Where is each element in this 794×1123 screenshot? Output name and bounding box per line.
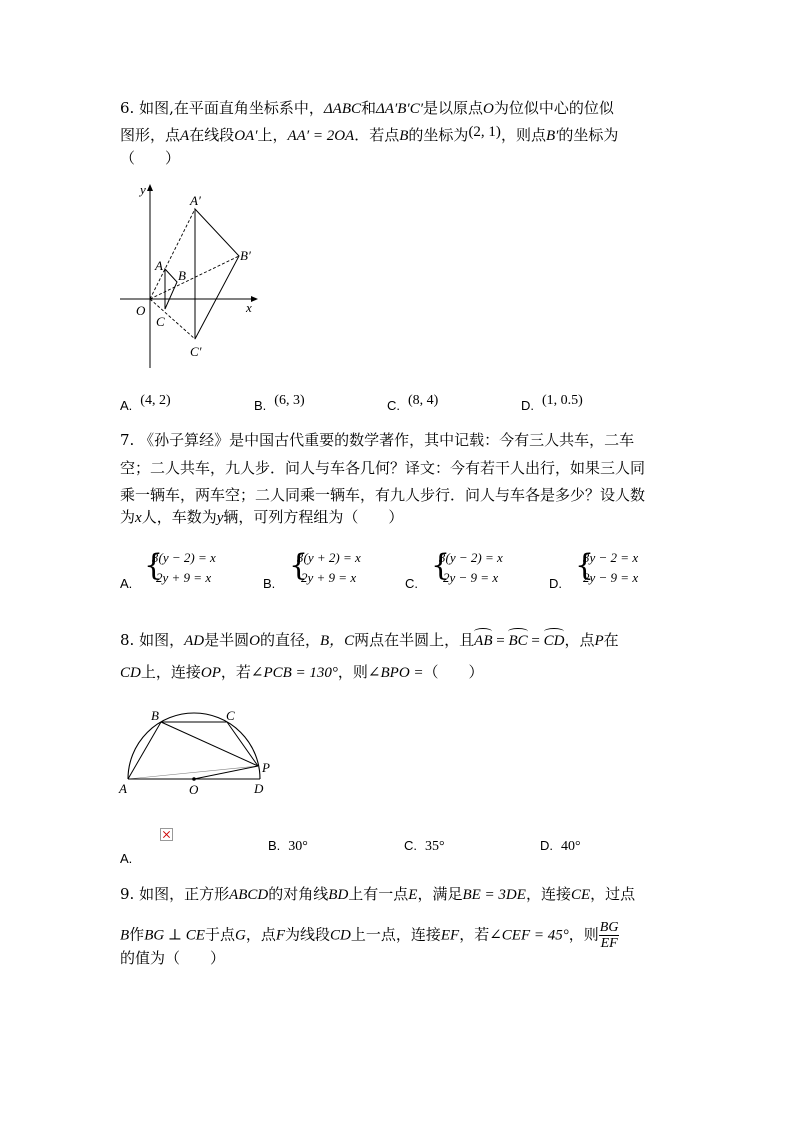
x-axis-arrow [251,296,258,302]
label-a: A [119,781,127,796]
segment-op [194,766,258,779]
label-d: D [254,781,264,796]
q7-option-d[interactable]: D. { 3y − 2 = x 2y − 9 = x [549,548,639,591]
q7-line3: 乘一辆车，两车空；二人同乘一辆车，有九人步行．问人与车各是多少？设人数 [120,486,646,504]
label-o: O [136,303,146,318]
label-b2: B′ [240,248,251,263]
center-point [192,777,196,781]
label-p: P [262,760,270,775]
q8-option-a[interactable]: A. [120,836,173,853]
q7-option-c[interactable]: C. { 3(y − 2) = x 2y − 9 = x [405,548,503,591]
label-y: y [140,182,146,197]
ray-oa [150,209,195,299]
broken-image-icon [160,828,173,841]
q7-line4: 为x人，车数为y辆，可列方程组为（ ） [120,508,404,526]
chord-ap [128,766,258,779]
q6-figure [118,178,268,373]
q8-option-b[interactable]: B. 30° [268,838,308,854]
brace-icon: { [431,548,451,583]
q9-line3: 的值为（ ） [120,949,226,967]
q6-option-d[interactable]: D. (1, 0.5) [521,393,583,413]
chord-bp [161,722,258,766]
q6-option-b[interactable]: B. (6, 3) [254,393,305,413]
q7-options [0,548,794,598]
q8-option-c[interactable]: C. 35° [404,838,445,854]
brace-icon: { [144,548,164,583]
q6-option-c[interactable]: C. (8, 4) [387,393,439,413]
q6-answer-paren: （ ） [120,149,181,167]
q9-line1: 9. 如图，正方形ABCD的对角线BD上有一点E，满足BE = 3DE，连接CE，过点 [120,885,636,903]
q6-line1: 6. 如图,在平面直角坐标系中，ΔABC和ΔA′B′C′是以原点O为位似中心的位似 [120,99,614,117]
q9-line2: B作BG ⊥ CE于点G，点F为线段CD上一点，连接EF，若∠CEF = 45°，则 $\frac{BG}{EF}$ [120,920,619,951]
label-o: O [189,782,199,797]
label-b: B [178,268,186,283]
q6-option-a[interactable]: A. (4, 2) [120,393,171,413]
q8-figure [115,700,285,800]
label-a2: A′ [190,193,201,208]
triangle-abc [165,269,177,309]
q8-line2: CD上，连接OP，若∠PCB = 130°，则∠BPO =（ ） [120,663,484,681]
semicircle-arc [128,713,260,779]
q6-line2: 图形，点A在线段OA′上，AA′ = 2OA．若点B的坐标为(2, 1)，则点B′的坐标为 [120,124,619,144]
brace-icon: { [575,548,595,583]
chord-ab [128,722,161,779]
label-c: C [226,708,235,723]
label-x: x [246,300,252,315]
q7-line1: 7. 《孙子算经》是中国古代重要的数学著作，其中记载：今有三人共车，二车 [120,431,635,449]
fraction-bg-ef: $\frac{BG}{EF}$ [599,920,619,951]
label-b: B [151,708,159,723]
q7-option-b[interactable]: B. { 3(y + 2) = x 2y + 9 = x [263,548,361,591]
y-axis-arrow [147,184,153,191]
q7-option-a[interactable]: A. { 3(y − 2) = x 2y + 9 = x [120,548,216,591]
q8-option-d[interactable]: D. 40° [540,838,581,854]
q7-line2: 空；二人共车，九人步．问人与车各几何？译文：今有若干人出行，如果三人同 [120,459,646,477]
label-a: A [155,258,163,273]
brace-icon: { [289,548,309,583]
label-c2: C′ [190,344,202,359]
label-c: C [156,314,165,329]
q8-line1: 8. 如图，AD是半圆O的直径，B，C两点在半圆上，且AB = BC = CD，点P在 [120,631,619,649]
